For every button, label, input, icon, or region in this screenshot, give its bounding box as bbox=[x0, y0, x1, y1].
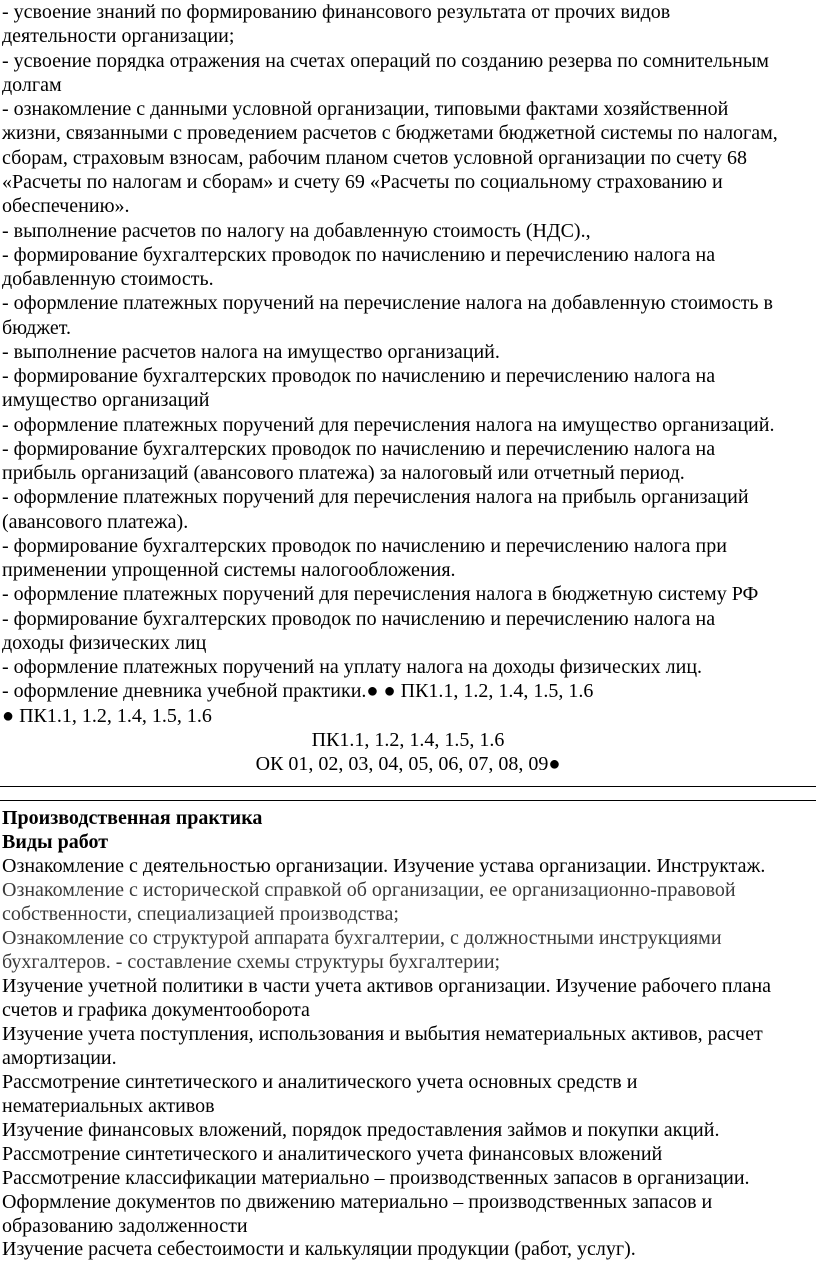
table-rule bbox=[0, 786, 816, 787]
text-line: - оформление платежных поручений для перечисления налога в бюджетную систему РФ bbox=[2, 583, 759, 605]
text-line: - оформление дневника учебной практики.● ● ПК1.1, 1.2, 1.4, 1.5, 1.6 bbox=[2, 680, 594, 702]
text-line: доходы физических лиц bbox=[2, 632, 207, 654]
text-line: - формирование бухгалтерских проводок по начислению и перечислению налога на bbox=[2, 438, 716, 460]
work-item-line: Ознакомление со структурой аппарата бухгалтерии, с должностными инструкциями bbox=[2, 927, 722, 949]
text-line: - выполнение расчетов налога на имущество организаций. bbox=[2, 341, 500, 363]
text-line: обеспечению». bbox=[2, 195, 130, 217]
text-line: - формирование бухгалтерских проводок по начислению и перечислению налога при bbox=[2, 535, 727, 557]
text-line: прибыль организаций (авансового платежа) за налоговый или отчетный период. bbox=[2, 462, 685, 484]
competencies-pk: ПК1.1, 1.2, 1.4, 1.5, 1.6 bbox=[311, 729, 505, 751]
work-item-line: Рассмотрение синтетического и аналитического учета финансовых вложений bbox=[2, 1143, 663, 1165]
work-item-line: Изучение учетной политики в части учета активов организации. Изучение рабочего плана bbox=[2, 975, 772, 997]
work-item-line: амортизации. bbox=[2, 1047, 117, 1069]
work-item-line: счетов и графика документооборота bbox=[2, 999, 310, 1021]
text-line: - формирование бухгалтерских проводок по начислению и перечислению налога на bbox=[2, 365, 716, 387]
text-line: жизни, связанными с проведением расчетов с бюджетами бюджетной системы по налогам, bbox=[2, 122, 778, 144]
work-item-line: нематериальных активов bbox=[2, 1095, 215, 1117]
text-line: сборам, страховым взносам, рабочим планом счетов условной организации по счету 68 bbox=[2, 147, 748, 169]
table-rule bbox=[0, 800, 816, 801]
text-line: (авансового платежа). bbox=[2, 511, 189, 533]
work-item-line: Рассмотрение классификации материально – производственных запасов в организации. bbox=[2, 1167, 750, 1189]
text-line: - усвоение порядка отражения на счетах операций по созданию резерва по сомнительным bbox=[2, 50, 769, 72]
text-line: бюджет. bbox=[2, 317, 71, 339]
work-item-line: Ознакомление с исторической справкой об организации, ее организационно-правовой bbox=[2, 879, 736, 901]
text-line: - оформление платежных поручений для перечисления налога на прибыль организаций bbox=[2, 486, 749, 508]
work-item-line: бухгалтеров. - составление схемы структуры бухгалтерии; bbox=[2, 951, 501, 973]
text-line: - оформление платежных поручений на перечисление налога на добавленную стоимость в bbox=[2, 292, 773, 314]
text-line: - формирование бухгалтерских проводок по начислению и перечислению налога на bbox=[2, 244, 716, 266]
text-line: - формирование бухгалтерских проводок по начислению и перечислению налога на bbox=[2, 608, 716, 630]
competencies-ok: ОК 01, 02, 03, 04, 05, 06, 07, 08, 09● bbox=[255, 753, 561, 775]
text-line: имущество организаций bbox=[2, 389, 210, 411]
work-item-line: Изучение учета поступления, использования и выбытия нематериальных активов, расчет bbox=[2, 1023, 763, 1045]
section-subheading: Виды работ bbox=[2, 831, 109, 853]
text-line: - ознакомление с данными условной организации, типовыми фактами хозяйственной bbox=[2, 98, 729, 120]
section-heading: Производственная практика bbox=[2, 807, 263, 829]
work-item-line: образованию задолженности bbox=[2, 1215, 248, 1237]
text-line: - оформление платежных поручений на уплату налога на доходы физических лиц. bbox=[2, 656, 703, 678]
text-line: ● ПК1.1, 1.2, 1.4, 1.5, 1.6 bbox=[2, 705, 212, 727]
work-item-line: собственности, специализацией производства; bbox=[2, 903, 399, 925]
work-item-line: Ознакомление с деятельностью организации. Изучение устава организации. Инструктаж. bbox=[2, 855, 766, 877]
text-line: - усвоение знаний по формированию финансового результата от прочих видов bbox=[2, 1, 671, 23]
text-line: «Расчеты по налогам и сборам» и счету 69 «Расчеты по социальному страхованию и bbox=[2, 171, 723, 193]
work-item-line: Изучение расчета себестоимости и калькуляции продукции (работ, услуг). bbox=[2, 1238, 636, 1260]
work-item-line: Оформление документов по движению материально – производственных запасов и bbox=[2, 1191, 713, 1213]
text-line: применении упрощенной системы налогообложения. bbox=[2, 559, 456, 581]
text-line: долгам bbox=[2, 74, 62, 96]
text-line: - выполнение расчетов по налогу на добавленную стоимость (НДС)., bbox=[2, 220, 591, 242]
work-item-line: Изучение финансовых вложений, порядок предоставления займов и покупки акций. bbox=[2, 1119, 720, 1141]
text-line: - оформление платежных поручений для перечисления налога на имущество организаций. bbox=[2, 414, 775, 436]
text-line: добавленную стоимость. bbox=[2, 268, 214, 290]
text-line: деятельности организации; bbox=[2, 25, 235, 47]
work-item-line: Рассмотрение синтетического и аналитического учета основных средств и bbox=[2, 1071, 638, 1093]
